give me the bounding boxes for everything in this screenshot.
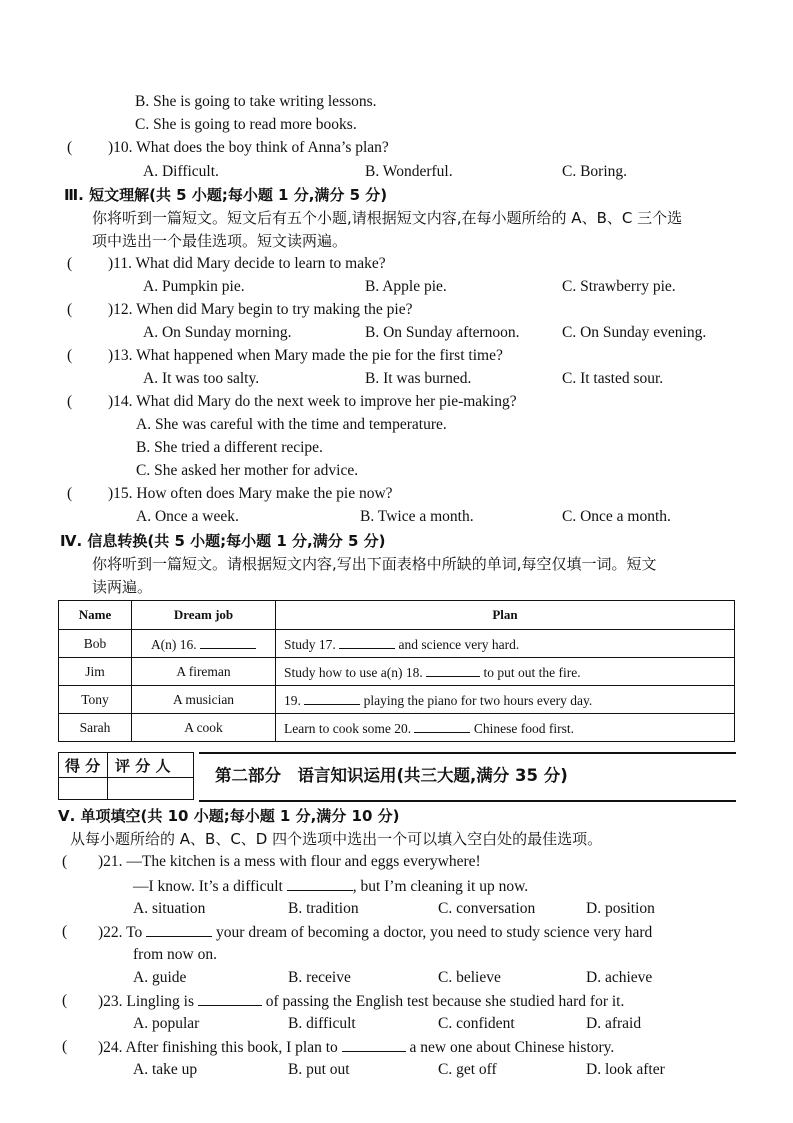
answer-paren: ( xyxy=(67,485,73,502)
table-cell-name: Bob xyxy=(59,630,132,658)
q22-option-c: C. believe xyxy=(438,969,501,986)
q14-option-a: A. She was careful with the time and temperature. xyxy=(136,416,447,433)
table-cell-job xyxy=(132,630,276,658)
info-table xyxy=(58,600,735,742)
q12-stem: )12. When did Mary begin to try making the pie? xyxy=(108,301,413,318)
q24-option-c: C. get off xyxy=(438,1061,497,1078)
q9-option-c: C. She is going to read more books. xyxy=(135,116,357,133)
table-cell-plan xyxy=(276,658,735,686)
q15-option-a: A. Once a week. xyxy=(136,508,239,525)
section4-instr-2: 读两遍。 xyxy=(92,578,153,596)
score-label: 得 分 xyxy=(65,757,101,775)
answer-paren: ( xyxy=(67,301,73,318)
answer-paren: ( xyxy=(67,139,73,156)
section5-instr: 从每小题所给的 A、B、C、D 四个选项中选出一个可以填入空白处的最佳选项。 xyxy=(70,830,603,848)
answer-blank-22[interactable] xyxy=(146,922,212,937)
q14-option-c: C. She asked her mother for advice. xyxy=(136,462,359,479)
table-cell-job: A musician xyxy=(132,686,276,714)
q24-stem xyxy=(98,1037,614,1058)
q11-stem: )11. What did Mary decide to learn to make? xyxy=(108,255,386,272)
answer-blank-18[interactable] xyxy=(426,662,480,677)
q21-stem: )21. —The kitchen is a mess with flour and eggs everywhere! xyxy=(98,853,481,870)
q24-option-b: B. put out xyxy=(288,1061,350,1078)
q22-option-d: D. achieve xyxy=(586,969,653,986)
q22-stem xyxy=(98,922,652,943)
q11-option-a: A. Pumpkin pie. xyxy=(143,278,245,295)
q15-option-b: B. Twice a month. xyxy=(360,508,474,525)
q21-line2 xyxy=(133,876,528,897)
q12-option-b: B. On Sunday afternoon. xyxy=(365,324,520,341)
q24-option-d: D. look after xyxy=(586,1061,665,1078)
answer-blank-19[interactable] xyxy=(304,690,360,705)
q9-option-b: B. She is going to take writing lessons. xyxy=(135,93,377,110)
q23-stem xyxy=(98,991,624,1012)
q22-option-b: B. receive xyxy=(288,969,351,986)
table-row xyxy=(59,658,735,686)
table-row xyxy=(59,686,735,714)
section3-instr-1: 你将听到一篇短文。短文后有五个小题,请根据短文内容,在每小题所给的 A、B、C 三个选 xyxy=(92,209,683,227)
table-cell-plan xyxy=(276,686,735,714)
table-cell-job: A fireman xyxy=(132,658,276,686)
q23-option-d: D. afraid xyxy=(586,1015,642,1032)
q12-option-a: A. On Sunday morning. xyxy=(143,324,292,341)
part2-title: 第二部分 语言知识运用(共三大题,满分 35 分) xyxy=(215,766,568,785)
table-cell-plan xyxy=(276,714,735,742)
q22-text: )22. To xyxy=(98,924,147,941)
q23-option-b: B. difficult xyxy=(288,1015,356,1032)
table-row xyxy=(59,714,735,742)
table-header-plan: Plan xyxy=(276,601,735,630)
q24-text: )24. After finishing this book, I plan to xyxy=(98,1039,342,1056)
q11-option-c: C. Strawberry pie. xyxy=(562,278,676,295)
answer-paren: ( xyxy=(62,1038,68,1055)
q24-text: a new one about Chinese history. xyxy=(405,1039,615,1056)
answer-blank-21[interactable] xyxy=(287,876,353,891)
section3-instr-2: 项中选出一个最佳选项。短文读两遍。 xyxy=(92,232,348,250)
q15-stem: )15. How often does Mary make the pie now? xyxy=(108,485,393,502)
table-cell-job: A cook xyxy=(132,714,276,742)
q12-option-c: C. On Sunday evening. xyxy=(562,324,707,341)
table-header-row xyxy=(59,601,735,630)
q10-option-c: C. Boring. xyxy=(562,163,628,180)
answer-paren: ( xyxy=(62,923,68,940)
q11-option-b: B. Apple pie. xyxy=(365,278,447,295)
table-cell-name: Tony xyxy=(59,686,132,714)
q21-option-d: D. position xyxy=(586,900,655,917)
answer-paren: ( xyxy=(62,853,68,870)
plan-text: playing the piano for two hours every day. xyxy=(360,693,593,708)
table-row xyxy=(59,630,735,658)
section4-instr-1: 你将听到一篇短文。请根据短文内容,写出下面表格中所缺的单词,每空仅填一词。短文 xyxy=(92,555,657,573)
answer-blank-24[interactable] xyxy=(342,1037,406,1052)
q23-option-c: C. confident xyxy=(438,1015,515,1032)
table-cell-name: Sarah xyxy=(59,714,132,742)
plan-text: Study how to use a(n) 18. xyxy=(284,665,427,680)
grader-label: 评 分 人 xyxy=(115,757,171,775)
q24-option-a: A. take up xyxy=(133,1061,198,1078)
q13-stem: )13. What happened when Mary made the pie for the first time? xyxy=(108,347,503,364)
answer-paren: ( xyxy=(67,393,73,410)
q14-stem: )14. What did Mary do the next week to improve her pie-making? xyxy=(108,393,517,410)
answer-paren: ( xyxy=(67,347,73,364)
plan-text: Learn to cook some 20. xyxy=(284,721,415,736)
q10-stem: )10. What does the boy think of Anna’s plan? xyxy=(108,139,389,156)
q21-text: —I know. It’s a difficult xyxy=(133,878,287,895)
plan-text: and science very hard. xyxy=(395,637,520,652)
section4-title: Ⅳ. 信息转换(共 5 小题;每小题 1 分,满分 5 分) xyxy=(60,532,386,550)
q13-option-a: A. It was too salty. xyxy=(143,370,260,387)
section5-title: Ⅴ. 单项填空(共 10 小题;每小题 1 分,满分 10 分) xyxy=(58,807,400,825)
section3-title: Ⅲ. 短文理解(共 5 小题;每小题 1 分,满分 5 分) xyxy=(64,186,388,204)
q23-text: of passing the English test because she studied hard for it. xyxy=(261,993,625,1010)
answer-blank-17[interactable] xyxy=(339,634,395,649)
q22-option-a: A. guide xyxy=(133,969,187,986)
answer-blank-20[interactable] xyxy=(414,718,470,733)
plan-text: to put out the fire. xyxy=(480,665,581,680)
plan-text: 19. xyxy=(284,693,305,708)
answer-blank-16[interactable] xyxy=(200,634,256,649)
plan-text: Chinese food first. xyxy=(470,721,574,736)
answer-paren: ( xyxy=(62,992,68,1009)
q21-option-a: A. situation xyxy=(133,900,206,917)
part2-banner xyxy=(199,752,736,802)
q14-option-b: B. She tried a different recipe. xyxy=(136,439,323,456)
q22-text: your dream of becoming a doctor, you need to study science very hard xyxy=(212,924,653,941)
q13-option-b: B. It was burned. xyxy=(365,370,472,387)
table-header-name: Name xyxy=(59,601,132,630)
q21-text: , but I’m cleaning it up now. xyxy=(352,878,529,895)
table-cell-name: Jim xyxy=(59,658,132,686)
score-box-divider xyxy=(107,753,108,799)
blank-label: A(n) 16. xyxy=(150,637,201,652)
table-cell-plan xyxy=(276,630,735,658)
q13-option-c: C. It tasted sour. xyxy=(562,370,664,387)
q10-option-a: A. Difficult. xyxy=(143,163,219,180)
plan-text: Study 17. xyxy=(284,637,340,652)
q15-option-c: C. Once a month. xyxy=(562,508,671,525)
q23-text: )23. Lingling is xyxy=(98,993,198,1010)
q21-option-b: B. tradition xyxy=(288,900,359,917)
score-box xyxy=(58,752,194,800)
q22-line2: from now on. xyxy=(133,946,217,963)
q10-option-b: B. Wonderful. xyxy=(365,163,453,180)
answer-blank-23[interactable] xyxy=(198,991,262,1006)
q21-option-c: C. conversation xyxy=(438,900,536,917)
table-header-job: Dream job xyxy=(132,601,276,630)
q23-option-a: A. popular xyxy=(133,1015,200,1032)
answer-paren: ( xyxy=(67,255,73,272)
